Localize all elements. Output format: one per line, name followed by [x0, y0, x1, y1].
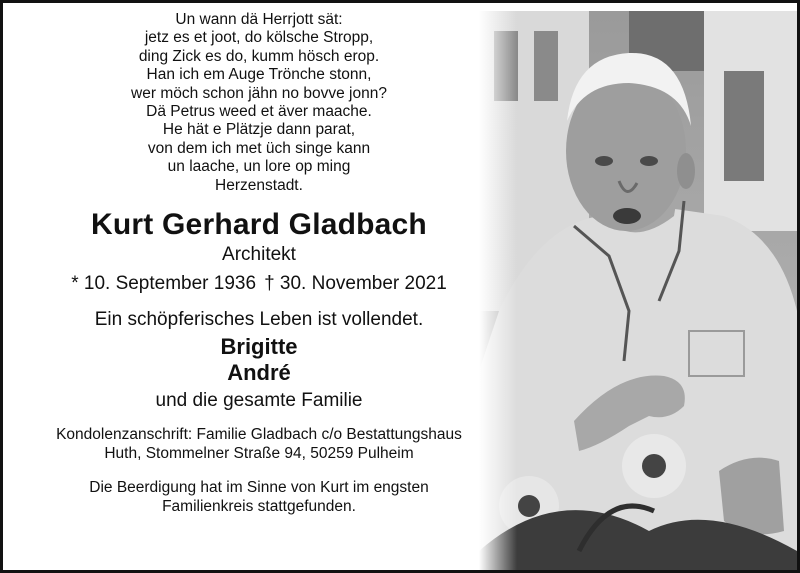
poem [13, 11, 505, 195]
address-line: Huth, Stommelner Straße 94, 50259 Pulheim [104, 445, 414, 463]
burial-note [13, 478, 505, 516]
poem-line: jetz es et joot, do kölsche Stropp, [144, 29, 374, 47]
poem-line: Herzenstadt. [215, 176, 303, 194]
deceased-name: Kurt Gerhard Gladbach [91, 208, 427, 242]
poem-line: von dem ich met üch singe kann [147, 139, 371, 157]
tagline: Ein schöpferisches Leben ist vollendet. [94, 309, 424, 331]
poem-line: Dä Petrus weed et äver maache. [146, 103, 372, 121]
deceased-profession: Architekt [222, 244, 296, 266]
life-dates [13, 272, 505, 296]
poem-line: Un wann dä Herrjott sät: [175, 11, 343, 28]
burial-line: Die Beerdigung hat im Sinne von Kurt im engsten [89, 479, 429, 497]
address-line: Kondolenzanschrift: Familie Gladbach c/o Bestattungshaus [56, 426, 462, 444]
portrait-photo [479, 11, 797, 570]
poem-line: wer möch schon jähn no bovve jonn? [131, 84, 387, 102]
condolence-address [13, 425, 505, 463]
poem-line: Han ich em Auge Trönche stonn, [146, 66, 372, 84]
poem-line: ding Zick es do, kumm hösch erop. [138, 47, 380, 65]
poem-line: un laache, un lore op ming [167, 158, 351, 176]
mourner-name: Brigitte [220, 334, 298, 360]
text-column [13, 11, 505, 516]
death-date: † 30. November 2021 [264, 273, 447, 295]
mourner-name: André [227, 360, 291, 386]
burial-line: Familienkreis stattgefunden. [162, 498, 356, 516]
birth-date: * 10. September 1936 [71, 273, 257, 295]
family-line: und die gesamte Familie [155, 390, 363, 412]
poem-line: He hät e Plätzje dann parat, [162, 121, 356, 139]
